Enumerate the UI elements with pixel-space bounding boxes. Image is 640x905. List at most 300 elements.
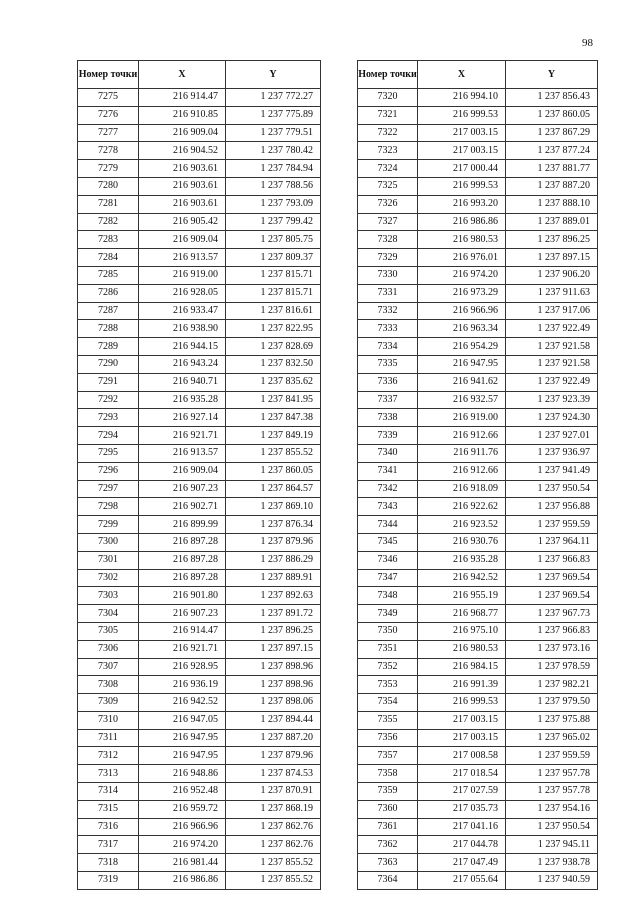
x-cell: 216 897.28 xyxy=(139,569,226,587)
point-number-cell: 7353 xyxy=(358,676,418,694)
x-cell: 216 897.28 xyxy=(139,533,226,551)
y-cell: 1 237 927.01 xyxy=(506,427,598,445)
table-row xyxy=(78,195,321,213)
table-row xyxy=(358,160,598,178)
y-cell: 1 237 870.91 xyxy=(226,783,321,801)
x-cell: 216 954.29 xyxy=(418,338,506,356)
point-number-cell: 7330 xyxy=(358,266,418,284)
table-row xyxy=(78,783,321,801)
y-cell: 1 237 856.43 xyxy=(506,89,598,107)
table-row xyxy=(78,320,321,338)
x-cell: 216 919.00 xyxy=(139,266,226,284)
point-number-cell: 7311 xyxy=(78,729,139,747)
table-row xyxy=(358,658,598,676)
x-cell: 216 959.72 xyxy=(139,800,226,818)
point-number-cell: 7310 xyxy=(78,711,139,729)
y-cell: 1 237 805.75 xyxy=(226,231,321,249)
point-number-cell: 7276 xyxy=(78,106,139,124)
point-number-cell: 7335 xyxy=(358,355,418,373)
x-cell: 216 947.05 xyxy=(139,711,226,729)
x-cell: 216 928.05 xyxy=(139,284,226,302)
x-cell: 216 999.53 xyxy=(418,106,506,124)
table-row xyxy=(358,302,598,320)
x-cell: 216 940.71 xyxy=(139,373,226,391)
point-number-cell: 7328 xyxy=(358,231,418,249)
x-cell: 216 918.09 xyxy=(418,480,506,498)
x-cell: 216 913.57 xyxy=(139,444,226,462)
point-number-cell: 7316 xyxy=(78,818,139,836)
point-number-cell: 7348 xyxy=(358,587,418,605)
table-row xyxy=(358,783,598,801)
y-cell: 1 237 921.58 xyxy=(506,338,598,356)
point-number-cell: 7312 xyxy=(78,747,139,765)
y-cell: 1 237 889.91 xyxy=(226,569,321,587)
y-cell: 1 237 975.88 xyxy=(506,711,598,729)
x-cell: 216 986.86 xyxy=(418,213,506,231)
y-cell: 1 237 956.88 xyxy=(506,498,598,516)
x-cell: 217 003.15 xyxy=(418,142,506,160)
table-row xyxy=(358,142,598,160)
table-row xyxy=(358,676,598,694)
x-cell: 216 955.19 xyxy=(418,587,506,605)
table-row xyxy=(78,338,321,356)
y-cell: 1 237 936.97 xyxy=(506,444,598,462)
point-number-cell: 7339 xyxy=(358,427,418,445)
table-row xyxy=(78,284,321,302)
y-cell: 1 237 896.25 xyxy=(506,231,598,249)
point-number-cell: 7279 xyxy=(78,160,139,178)
point-number-cell: 7346 xyxy=(358,551,418,569)
x-cell: 216 999.53 xyxy=(418,177,506,195)
table-row xyxy=(78,355,321,373)
x-cell: 216 907.23 xyxy=(139,480,226,498)
table-row xyxy=(78,409,321,427)
y-cell: 1 237 898.06 xyxy=(226,694,321,712)
point-number-cell: 7275 xyxy=(78,89,139,107)
x-cell: 216 914.47 xyxy=(139,622,226,640)
point-number-cell: 7349 xyxy=(358,605,418,623)
x-cell: 216 947.95 xyxy=(139,747,226,765)
table-row xyxy=(78,765,321,783)
table-row xyxy=(78,587,321,605)
table-row xyxy=(78,373,321,391)
point-number-cell: 7295 xyxy=(78,444,139,462)
coordinates-table-left xyxy=(77,60,321,890)
x-cell: 216 942.52 xyxy=(139,694,226,712)
point-number-cell: 7306 xyxy=(78,640,139,658)
point-number-cell: 7277 xyxy=(78,124,139,142)
x-cell: 216 903.61 xyxy=(139,177,226,195)
point-number-cell: 7325 xyxy=(358,177,418,195)
table-row xyxy=(78,266,321,284)
table-row xyxy=(358,266,598,284)
x-cell: 216 976.01 xyxy=(418,249,506,267)
point-number-cell: 7287 xyxy=(78,302,139,320)
table-row xyxy=(78,551,321,569)
x-cell: 216 933.47 xyxy=(139,302,226,320)
table-row xyxy=(358,818,598,836)
x-cell: 216 936.19 xyxy=(139,676,226,694)
table-row xyxy=(78,800,321,818)
point-number-cell: 7301 xyxy=(78,551,139,569)
point-number-cell: 7363 xyxy=(358,854,418,872)
y-cell: 1 237 892.63 xyxy=(226,587,321,605)
x-cell: 217 041.16 xyxy=(418,818,506,836)
table-row xyxy=(78,854,321,872)
y-cell: 1 237 772.27 xyxy=(226,89,321,107)
x-cell: 216 974.20 xyxy=(139,836,226,854)
y-cell: 1 237 938.78 xyxy=(506,854,598,872)
point-number-cell: 7361 xyxy=(358,818,418,836)
x-cell: 216 935.28 xyxy=(418,551,506,569)
x-cell: 216 901.80 xyxy=(139,587,226,605)
y-cell: 1 237 924.30 xyxy=(506,409,598,427)
table-row xyxy=(78,818,321,836)
y-cell: 1 237 887.20 xyxy=(226,729,321,747)
x-cell: 216 980.53 xyxy=(418,640,506,658)
table-row xyxy=(358,800,598,818)
x-cell: 216 952.48 xyxy=(139,783,226,801)
y-cell: 1 237 799.42 xyxy=(226,213,321,231)
y-cell: 1 237 973.16 xyxy=(506,640,598,658)
y-cell: 1 237 775.89 xyxy=(226,106,321,124)
table-row xyxy=(78,872,321,890)
x-cell: 217 000.44 xyxy=(418,160,506,178)
y-cell: 1 237 940.59 xyxy=(506,872,598,890)
y-cell: 1 237 862.76 xyxy=(226,836,321,854)
table-row xyxy=(358,480,598,498)
point-number-cell: 7357 xyxy=(358,747,418,765)
x-cell: 216 947.95 xyxy=(418,355,506,373)
y-cell: 1 237 869.10 xyxy=(226,498,321,516)
point-number-cell: 7326 xyxy=(358,195,418,213)
point-number-cell: 7313 xyxy=(78,765,139,783)
table-row xyxy=(358,391,598,409)
y-cell: 1 237 959.59 xyxy=(506,747,598,765)
y-cell: 1 237 784.94 xyxy=(226,160,321,178)
table-row xyxy=(358,89,598,107)
table-row xyxy=(78,177,321,195)
page-number: 98 xyxy=(582,37,593,49)
table-row xyxy=(358,231,598,249)
table-row xyxy=(78,106,321,124)
table-row xyxy=(78,249,321,267)
y-cell: 1 237 855.52 xyxy=(226,854,321,872)
y-cell: 1 237 832.50 xyxy=(226,355,321,373)
table-row xyxy=(78,747,321,765)
x-cell: 216 904.52 xyxy=(139,142,226,160)
point-number-cell: 7294 xyxy=(78,427,139,445)
x-cell: 216 903.61 xyxy=(139,195,226,213)
x-cell: 216 921.71 xyxy=(139,427,226,445)
y-cell: 1 237 860.05 xyxy=(226,462,321,480)
y-cell: 1 237 922.49 xyxy=(506,373,598,391)
y-cell: 1 237 847.38 xyxy=(226,409,321,427)
y-cell: 1 237 921.58 xyxy=(506,355,598,373)
point-number-cell: 7331 xyxy=(358,284,418,302)
y-cell: 1 237 889.01 xyxy=(506,213,598,231)
x-cell: 216 980.53 xyxy=(418,231,506,249)
x-header: X xyxy=(139,61,226,89)
y-cell: 1 237 822.95 xyxy=(226,320,321,338)
y-cell: 1 237 898.96 xyxy=(226,676,321,694)
x-cell: 216 907.23 xyxy=(139,605,226,623)
y-cell: 1 237 828.69 xyxy=(226,338,321,356)
y-cell: 1 237 922.49 xyxy=(506,320,598,338)
point-number-cell: 7284 xyxy=(78,249,139,267)
y-cell: 1 237 841.95 xyxy=(226,391,321,409)
y-cell: 1 237 966.83 xyxy=(506,622,598,640)
x-cell: 217 027.59 xyxy=(418,783,506,801)
x-cell: 216 909.04 xyxy=(139,462,226,480)
x-cell: 216 986.86 xyxy=(139,872,226,890)
point-number-cell: 7288 xyxy=(78,320,139,338)
x-cell: 216 923.52 xyxy=(418,516,506,534)
point-number-cell: 7302 xyxy=(78,569,139,587)
table-row xyxy=(358,124,598,142)
table-row xyxy=(78,640,321,658)
x-cell: 216 948.86 xyxy=(139,765,226,783)
point-number-cell: 7334 xyxy=(358,338,418,356)
table-row xyxy=(358,729,598,747)
y-cell: 1 237 897.15 xyxy=(226,640,321,658)
y-cell: 1 237 793.09 xyxy=(226,195,321,213)
point-number-cell: 7309 xyxy=(78,694,139,712)
x-cell: 216 947.95 xyxy=(139,729,226,747)
y-cell: 1 237 898.96 xyxy=(226,658,321,676)
point-number-cell: 7291 xyxy=(78,373,139,391)
x-cell: 216 903.61 xyxy=(139,160,226,178)
x-cell: 216 973.29 xyxy=(418,284,506,302)
point-number-cell: 7297 xyxy=(78,480,139,498)
y-cell: 1 237 816.61 xyxy=(226,302,321,320)
y-cell: 1 237 855.52 xyxy=(226,444,321,462)
point-number-cell: 7280 xyxy=(78,177,139,195)
x-cell: 216 909.04 xyxy=(139,231,226,249)
x-cell: 216 912.66 xyxy=(418,462,506,480)
y-cell: 1 237 979.50 xyxy=(506,694,598,712)
y-cell: 1 237 964.11 xyxy=(506,533,598,551)
y-cell: 1 237 891.72 xyxy=(226,605,321,623)
y-cell: 1 237 959.59 xyxy=(506,516,598,534)
x-cell: 217 008.58 xyxy=(418,747,506,765)
table-row xyxy=(78,160,321,178)
point-number-cell: 7336 xyxy=(358,373,418,391)
y-cell: 1 237 809.37 xyxy=(226,249,321,267)
point-number-cell: 7305 xyxy=(78,622,139,640)
y-cell: 1 237 969.54 xyxy=(506,569,598,587)
point-number-cell: 7358 xyxy=(358,765,418,783)
y-cell: 1 237 855.52 xyxy=(226,872,321,890)
x-cell: 217 003.15 xyxy=(418,124,506,142)
table-row xyxy=(78,676,321,694)
point-number-cell: 7320 xyxy=(358,89,418,107)
x-cell: 216 941.62 xyxy=(418,373,506,391)
x-cell: 216 911.76 xyxy=(418,444,506,462)
table-row xyxy=(358,533,598,551)
point-number-cell: 7356 xyxy=(358,729,418,747)
y-cell: 1 237 978.59 xyxy=(506,658,598,676)
table-row xyxy=(358,551,598,569)
table-row xyxy=(358,338,598,356)
y-cell: 1 237 911.63 xyxy=(506,284,598,302)
y-cell: 1 237 862.76 xyxy=(226,818,321,836)
y-cell: 1 237 835.62 xyxy=(226,373,321,391)
table-row xyxy=(358,605,598,623)
table-row xyxy=(358,320,598,338)
y-cell: 1 237 877.24 xyxy=(506,142,598,160)
y-cell: 1 237 896.25 xyxy=(226,622,321,640)
point-number-cell: 7315 xyxy=(78,800,139,818)
x-cell: 216 902.71 xyxy=(139,498,226,516)
point-number-cell: 7323 xyxy=(358,142,418,160)
point-number-cell: 7350 xyxy=(358,622,418,640)
x-cell: 216 991.39 xyxy=(418,676,506,694)
table-row xyxy=(78,658,321,676)
y-cell: 1 237 788.56 xyxy=(226,177,321,195)
table-row xyxy=(78,231,321,249)
table-row xyxy=(358,872,598,890)
point-number-cell: 7317 xyxy=(78,836,139,854)
point-number-cell: 7296 xyxy=(78,462,139,480)
x-cell: 216 909.04 xyxy=(139,124,226,142)
table-row xyxy=(358,213,598,231)
table-row xyxy=(358,747,598,765)
point-number-cell: 7329 xyxy=(358,249,418,267)
table-row xyxy=(358,284,598,302)
y-cell: 1 237 780.42 xyxy=(226,142,321,160)
table-row xyxy=(358,569,598,587)
table-row xyxy=(78,89,321,107)
point-number-cell: 7293 xyxy=(78,409,139,427)
x-cell: 216 922.62 xyxy=(418,498,506,516)
y-cell: 1 237 965.02 xyxy=(506,729,598,747)
table-row xyxy=(78,836,321,854)
x-cell: 216 935.28 xyxy=(139,391,226,409)
x-cell: 216 968.77 xyxy=(418,605,506,623)
table-row xyxy=(78,694,321,712)
point-number-cell: 7308 xyxy=(78,676,139,694)
table-row xyxy=(358,694,598,712)
point-number-cell: 7360 xyxy=(358,800,418,818)
table-row xyxy=(78,533,321,551)
x-cell: 216 944.15 xyxy=(139,338,226,356)
point-number-cell: 7303 xyxy=(78,587,139,605)
point-number-cell: 7342 xyxy=(358,480,418,498)
table-row xyxy=(358,836,598,854)
point-number-cell: 7283 xyxy=(78,231,139,249)
x-cell: 216 919.00 xyxy=(418,409,506,427)
y-cell: 1 237 954.16 xyxy=(506,800,598,818)
table-row xyxy=(78,498,321,516)
x-cell: 216 999.53 xyxy=(418,694,506,712)
y-cell: 1 237 864.57 xyxy=(226,480,321,498)
table-row xyxy=(358,409,598,427)
table-row xyxy=(78,142,321,160)
y-cell: 1 237 868.19 xyxy=(226,800,321,818)
point-number-cell: 7290 xyxy=(78,355,139,373)
table-row xyxy=(358,498,598,516)
table-row xyxy=(358,854,598,872)
table-row xyxy=(358,249,598,267)
y-cell: 1 237 815.71 xyxy=(226,266,321,284)
x-cell: 216 912.66 xyxy=(418,427,506,445)
x-cell: 216 942.52 xyxy=(418,569,506,587)
y-cell: 1 237 917.06 xyxy=(506,302,598,320)
y-cell: 1 237 941.49 xyxy=(506,462,598,480)
table-row xyxy=(78,213,321,231)
x-cell: 216 943.24 xyxy=(139,355,226,373)
table-row xyxy=(78,444,321,462)
table-row xyxy=(78,124,321,142)
table-row xyxy=(78,605,321,623)
y-cell: 1 237 874.53 xyxy=(226,765,321,783)
point-number-cell: 7364 xyxy=(358,872,418,890)
y-cell: 1 237 887.20 xyxy=(506,177,598,195)
point-number-cell: 7332 xyxy=(358,302,418,320)
table-row xyxy=(358,516,598,534)
y-cell: 1 237 879.96 xyxy=(226,533,321,551)
table-row xyxy=(78,427,321,445)
y-cell: 1 237 879.96 xyxy=(226,747,321,765)
table-body-left xyxy=(78,89,321,890)
y-cell: 1 237 815.71 xyxy=(226,284,321,302)
point-number-cell: 7359 xyxy=(358,783,418,801)
x-cell: 217 035.73 xyxy=(418,800,506,818)
point-number-cell: 7298 xyxy=(78,498,139,516)
x-cell: 216 938.90 xyxy=(139,320,226,338)
point-number-cell: 7281 xyxy=(78,195,139,213)
table-row xyxy=(78,569,321,587)
point-number-cell: 7345 xyxy=(358,533,418,551)
table-row xyxy=(358,765,598,783)
table-row xyxy=(78,480,321,498)
table-row xyxy=(78,729,321,747)
table-row xyxy=(78,516,321,534)
x-cell: 216 966.96 xyxy=(418,302,506,320)
y-cell: 1 237 923.39 xyxy=(506,391,598,409)
x-cell: 217 047.49 xyxy=(418,854,506,872)
point-number-cell: 7278 xyxy=(78,142,139,160)
point-number-cell: 7327 xyxy=(358,213,418,231)
x-cell: 217 003.15 xyxy=(418,711,506,729)
y-cell: 1 237 888.10 xyxy=(506,195,598,213)
table-row xyxy=(358,195,598,213)
point-number-cell: 7355 xyxy=(358,711,418,729)
point-number-cell: 7333 xyxy=(358,320,418,338)
x-cell: 216 899.99 xyxy=(139,516,226,534)
point-number-cell: 7319 xyxy=(78,872,139,890)
y-cell: 1 237 969.54 xyxy=(506,587,598,605)
y-header: Y xyxy=(506,61,598,89)
table-row xyxy=(358,373,598,391)
point-number-cell: 7354 xyxy=(358,694,418,712)
table-row xyxy=(78,391,321,409)
table-body-right xyxy=(358,89,598,890)
y-cell: 1 237 966.83 xyxy=(506,551,598,569)
point-number-cell: 7304 xyxy=(78,605,139,623)
coordinates-table-right xyxy=(357,60,598,890)
y-cell: 1 237 881.77 xyxy=(506,160,598,178)
point-number-cell: 7352 xyxy=(358,658,418,676)
y-cell: 1 237 849.19 xyxy=(226,427,321,445)
point-number-cell: 7282 xyxy=(78,213,139,231)
y-cell: 1 237 867.29 xyxy=(506,124,598,142)
x-cell: 217 003.15 xyxy=(418,729,506,747)
table-row xyxy=(358,587,598,605)
x-cell: 216 914.47 xyxy=(139,89,226,107)
point-number-cell: 7285 xyxy=(78,266,139,284)
